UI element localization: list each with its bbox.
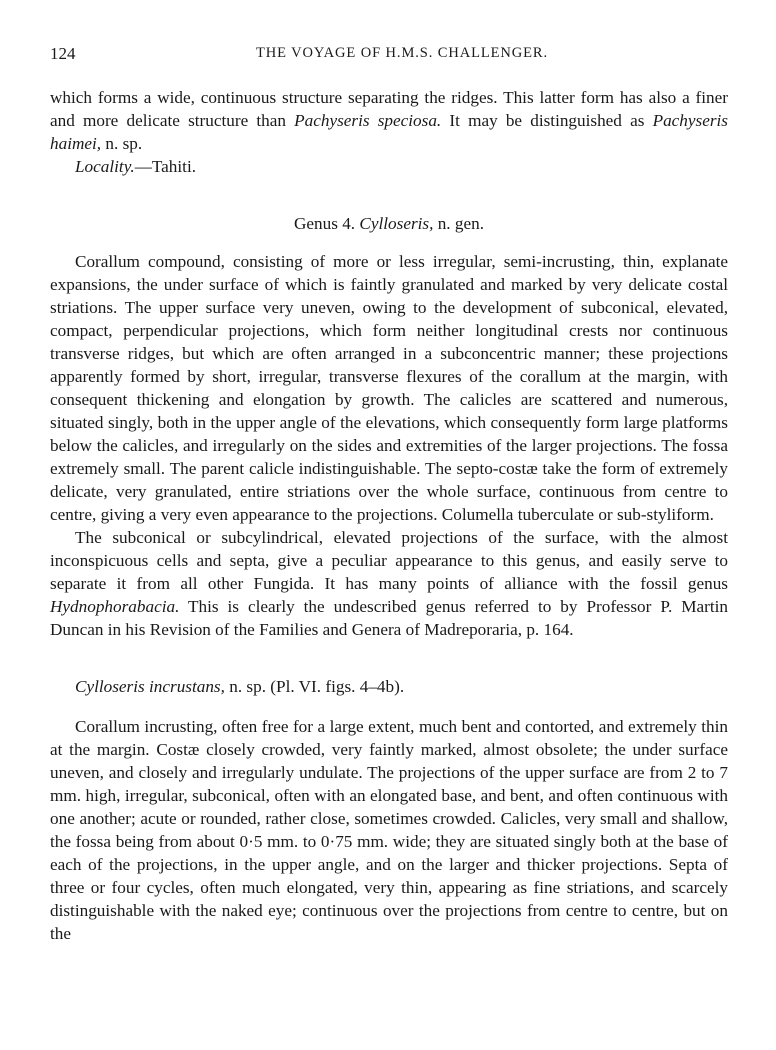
locality-line: [50, 155, 728, 178]
document-page: [50, 44, 728, 945]
species-description-paragraph: Corallum incrusting, often free for a large extent, much bent and contorted, and extremely thin at the margin. Costæ closely crowded, very faintly marked, almost obsolete; the under surface uneven, and closely and irregularly undulate. The projections of the upper surface are from 2 to 7 mm. high, irregular, subconical, often with an elongated base, and bent, and often continuous with one another; acute or rounded, rather close, sometimes crowded. Calicles, very small and shallow, the fossa being from about 0·5 mm. to 0·75 mm. wide; they are situated singly both at the base of each of the projections, in the upper angle, and on the larger and thicker projections. Septa of three or four cycles, often much elongated, very thin, appearing as fine striations, and scarcely distinguishable with the naked eye; continuous over the projections from centre to centre, but on the: [50, 717, 728, 943]
genus-remarks-paragraph: [50, 526, 728, 641]
intro-paragraph: [50, 86, 728, 155]
genus-description-paragraph: Corallum compound, consisting of more or less irregular, semi-incrusting, thin, explanate expansions, the under surface of which is faintly granulated and marked by very delicate costal striations. The upper surface very uneven, owing to the development of subconical, elevated, compact, perpendicular projections, which form neither longitudinal crests nor continuous transverse ridges, but which are often arranged in a subconcentric manner; these projections apparently formed by short, irregular, transverse flexures of the corallum at the margin, with consequent thickening and elongation by growth. The calicles are scattered and numerous, situated singly, both in the upper angle of the elevations, which consequently form large platforms below the calicles, and irregularly on the sides and extremities of the larger projections. The fossa extremely small. The parent calicle indistinguishable. The septo-costæ take the form of extremely delicate, very granulated, entire striations over the whole surface, continuous from centre to centre, giving a very even appearance to the projections. Columella tuberculate or sub-styliform.: [50, 252, 728, 524]
genus-heading-name: Cylloseris,: [359, 214, 434, 233]
genus-remarks-text-a: The subconical or subcylindrical, elevated projections of the surface, with the almost inconspicuous cells and septa, give a peculiar appearance to this genus, and easily serve to separate it from all other Fungida. It has many points of alliance with the fossil genus: [50, 528, 728, 593]
intro-text-b: It may be distinguished as: [441, 111, 653, 130]
genus-heading-suffix: n. gen.: [433, 214, 485, 233]
species-heading-rest: n. sp. (Pl. VI. figs. 4–4b).: [224, 677, 405, 696]
running-header: [50, 44, 728, 70]
locality-value: —Tahiti.: [134, 157, 197, 176]
species-heading: [50, 675, 728, 698]
intro-italic-b: Pachyseris haimei,: [50, 111, 728, 153]
intro-italic-a: Pachyseris speciosa.: [294, 111, 442, 130]
genus-heading: [50, 212, 728, 235]
genus-remarks-italic: Hydnophorabacia.: [50, 597, 180, 616]
running-title: THE VOYAGE OF H.M.S. CHALLENGER.: [256, 45, 548, 61]
intro-text-a: which forms a wide, continuous structure separating the ridges. This latter form has also a finer and more delicate structure than: [50, 88, 728, 130]
genus-heading-prefix: Genus 4.: [293, 214, 360, 233]
species-heading-name: Cylloseris incrustans,: [75, 677, 225, 696]
intro-text-c: n. sp.: [101, 134, 143, 153]
locality-label: Locality.: [75, 157, 135, 176]
page-number: 124: [50, 44, 76, 63]
genus-remarks-text-b: This is clearly the undescribed genus referred to by Professor P. Martin Duncan in his Revision of the Families and Genera of Madreporaria, p. 164.: [50, 597, 728, 639]
